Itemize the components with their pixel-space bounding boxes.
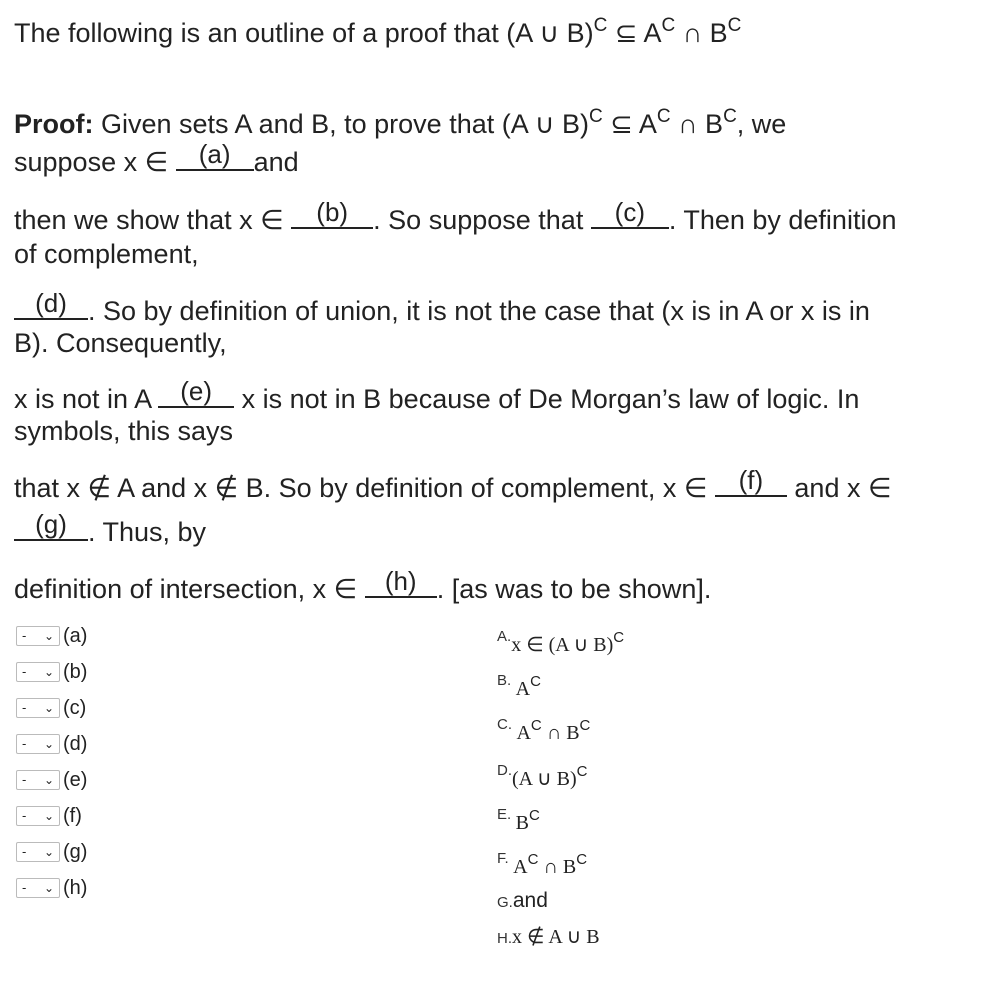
answer-select-f[interactable]: - ⌄ [16, 806, 60, 826]
answer-row-a: - ⌄ (a) [16, 623, 87, 647]
chevron-down-icon: ⌄ [43, 700, 54, 715]
proof-line-7: x is not in A (e) x is not in B because of De Morgan’s law of logic. In [14, 376, 860, 414]
chevron-down-icon: ⌄ [43, 880, 54, 895]
answer-row-d: - ⌄ (d) [16, 731, 87, 755]
answer-row-c: - ⌄ (c) [16, 695, 86, 719]
proof-line-10: (g) . Thus, by [14, 516, 206, 548]
chevron-down-icon: ⌄ [43, 772, 54, 787]
chevron-down-icon: ⌄ [43, 628, 54, 643]
proof-line-5: (d) . So by definition of union, it is not the case that (x is in A or x is in [14, 295, 870, 327]
blank-d: (d) [14, 296, 88, 320]
blank-c: (c) [591, 205, 669, 229]
proof-line-1: Proof: Given sets A and B, to prove that (A ∪ B)$^C$ ⊆ $A^C$ ∩ $B^C$, we [14, 106, 787, 139]
answer-row-g: - ⌄ (g) [16, 839, 87, 863]
option-d: D.(A ∪ B)C [497, 762, 588, 790]
answer-row-e: - ⌄ (e) [16, 767, 87, 791]
chevron-down-icon: ⌄ [43, 736, 54, 751]
proof-line-11: definition of intersection, x ∈ (h) . [as was to be shown]. [14, 566, 712, 604]
proof-line-6: B). Consequently, [14, 328, 227, 358]
option-h: H.x ∉ A ∪ B [497, 926, 600, 948]
intro-line: The following is an outline of a proof that (A ∪ B)$^C$ ⊆ $A^C$ ∩ $B^C$ [14, 15, 742, 48]
option-c: C. AC ∩ BC [497, 716, 591, 744]
option-b: B. AC [497, 672, 541, 700]
answer-row-h: - ⌄ (h) [16, 875, 87, 899]
proof-heading: Proof: [14, 109, 94, 139]
blank-h: (h) [365, 574, 437, 598]
answer-select-c[interactable]: - ⌄ [16, 698, 60, 718]
answer-select-e[interactable]: - ⌄ [16, 770, 60, 790]
blank-e: (e) [158, 384, 234, 408]
proof-line-2: suppose x ∈ (a) and [14, 139, 299, 177]
blank-a: (a) [176, 147, 254, 171]
option-f: F. AC ∩ BC [497, 850, 588, 878]
proof-line-9: that x ∉ A and x ∉ B. So by definition of complement, x ∈ (f) and x ∈ [14, 465, 892, 503]
proof-line-3: then we show that x ∈ (b) . So suppose that (c) . Then by definition [14, 197, 897, 235]
answer-select-h[interactable]: - ⌄ [16, 878, 60, 898]
blank-f: (f) [715, 473, 787, 497]
option-g: G.and [497, 889, 548, 912]
answer-select-g[interactable]: - ⌄ [16, 842, 60, 862]
answer-row-b: - ⌄ (b) [16, 659, 87, 683]
proof-line-4: of complement, [14, 239, 199, 269]
chevron-down-icon: ⌄ [43, 844, 54, 859]
proof-line-8: symbols, this says [14, 416, 234, 446]
blank-b: (b) [291, 205, 373, 229]
chevron-down-icon: ⌄ [43, 808, 54, 823]
answer-row-f: - ⌄ (f) [16, 803, 82, 827]
option-a: A.x ∈ (A ∪ B)C [497, 628, 625, 656]
option-e: E. BC [497, 806, 540, 834]
answer-select-b[interactable]: - ⌄ [16, 662, 60, 682]
blank-g: (g) [14, 517, 88, 541]
answer-select-a[interactable]: - ⌄ [16, 626, 60, 646]
chevron-down-icon: ⌄ [43, 664, 54, 679]
answer-select-d[interactable]: - ⌄ [16, 734, 60, 754]
